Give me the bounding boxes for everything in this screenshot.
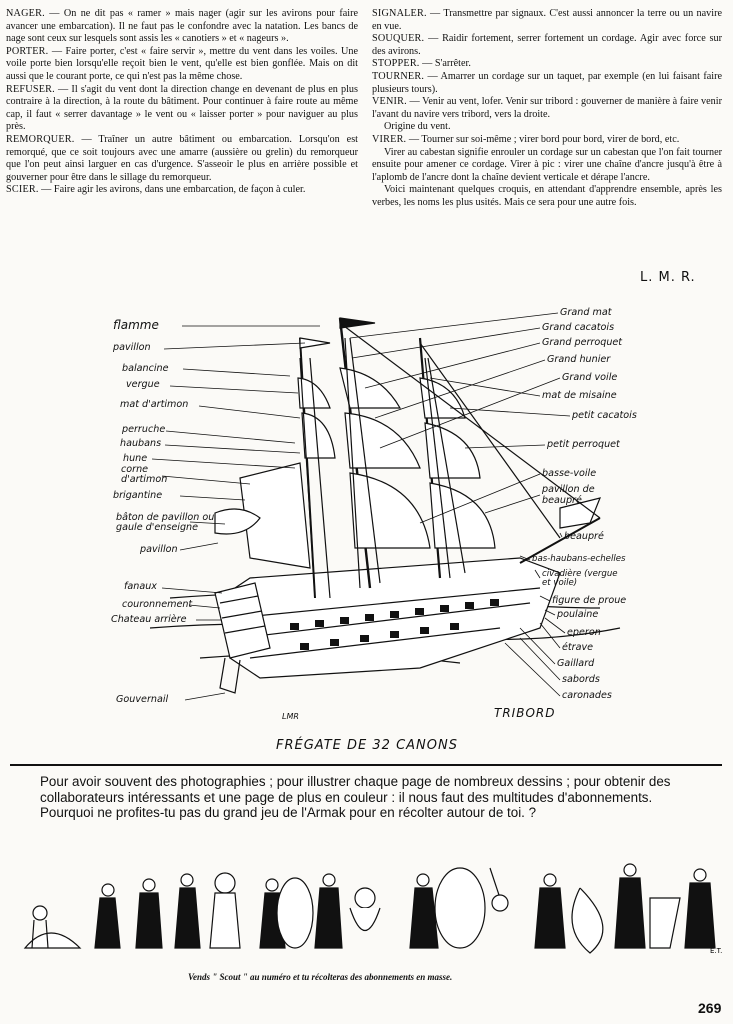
artist-mark: LMR <box>282 712 299 721</box>
glossary-entry <box>6 84 358 134</box>
label-hune: hune <box>123 453 148 464</box>
glossary-definition: — Raidir fortement, serrer fortement un cordage. Agir avec force sur des avirons. <box>372 33 722 57</box>
label-couronnement: couronnement <box>122 599 193 610</box>
glossary-definition: — Faire agir les avirons, dans une embarcation, de façon à culer. <box>38 184 306 196</box>
promo-paragraph-1: Pour avoir souvent des photographies ; pour illustrer chaque page de nombreux dessins ; pour obtenir des collaborateurs intéressants et une page de plus en couleur : il nous faut des multitudes d'abonnements. <box>40 774 671 805</box>
label-pavillon-top: pavillon <box>113 342 151 353</box>
label-beaupre: beaupré <box>564 531 604 542</box>
glossary-entry <box>372 71 722 96</box>
frigate-drawing <box>0 298 733 760</box>
crowd-drawing <box>20 858 730 958</box>
glossary-entry <box>6 46 358 84</box>
label-pavillon-stern: pavillon <box>140 544 178 555</box>
label-petit-perroquet: petit perroquet <box>547 439 620 450</box>
glossary-term: VIRER. <box>372 133 407 145</box>
glossary-definition: — On ne dit pas « ramer » mais nager (agir sur les avirons pour faire avancer une embarcation). Il ne faut pas le confondre avec la natation. Les bancs de nage sont ceux sur lesquels sont assis les « canotiers » et « nageurs ». <box>6 8 358 45</box>
glossary-definition: — Faire porter, c'est « faire servir », mettre du vent dans les voiles. Une voile porte bien lorsqu'elle reçoit bien le vent, qu'elle est bien gonflée. Mais on dit aussi que le courant porte, ce qui n'est pas la même chose. <box>6 45 358 82</box>
glossary-entry <box>6 184 358 197</box>
glossary-definition: — Traîner un autre bâtiment ou embarcation. Lorsqu'on est remorqué, que ce soit toujours avec une amarre (aussière ou grelin) du remorqueur que l'on peut ainsi larguer en cas d'urgence. S'asseoir le plus en arrière possible et gouverner pour être dans le sillage du remorqueur. <box>6 133 358 183</box>
glossary-entry <box>372 8 722 33</box>
promo-paragraph-2: Pourquoi ne profites-tu pas du grand jeu de l'Armak pour en récolter autour de toi. ? <box>40 805 537 820</box>
label-vergue: vergue <box>126 379 160 390</box>
glossary-term: NAGER. <box>6 8 45 19</box>
glossary-definition: Virer au cabestan signifie enrouler un cordage sur un cabestan que l'on fait tourner ensuite pour amener ce cordage. Virer à pic : virer une chaîne d'ancre jusqu'à être à l'aplomb de l'ancre dont la chaîne devient verticale et dérape l'ancre. <box>372 146 722 183</box>
glossary-definition: Origine du vent. <box>384 121 451 133</box>
glossary-term: SCIER. <box>6 184 39 196</box>
glossary-definition: — Amarrer un cordage sur un taquet, par exemple (en lui faisant faire plusieurs tours). <box>372 70 722 95</box>
glossary-term: PORTER. <box>6 45 49 57</box>
label-eperon: eperon <box>567 627 601 638</box>
glossary-definition: — Transmettre par signaux. C'est aussi annoncer la terre ou un navire en vue. <box>372 8 722 32</box>
glossary-entry <box>372 147 722 185</box>
label-grand-voile: Grand voile <box>562 372 618 383</box>
glossary-entry <box>372 58 722 71</box>
figure-caption: FRÉGATE DE 32 CANONS <box>276 738 458 753</box>
label-grand-cacatois: Grand cacatois <box>542 322 615 333</box>
label-baton-pavillon: bâton de pavillon ou gaule d'enseigne <box>116 512 215 533</box>
label-mat-artimon: mat d'artimon <box>120 399 189 410</box>
glossary-entry <box>372 121 722 134</box>
glossary-definition: — Tourner sur soi-même ; virer bord pour bord, virer de bord, etc. <box>406 133 680 145</box>
label-petit-cacatois: petit cacatois <box>572 410 637 421</box>
label-haubans: haubans <box>120 438 162 449</box>
glossary-entry <box>6 134 358 184</box>
label-pavillon-beaupre: pavillon de beaupré <box>542 484 595 506</box>
crowd-mark: E.T. <box>710 947 723 955</box>
label-corne-artimon: corne d'artimon <box>121 464 168 485</box>
label-gaillard: Gaillard <box>557 658 595 669</box>
label-caronades: caronades <box>562 690 612 701</box>
glossary-term: STOPPER. <box>372 58 420 70</box>
glossary-entry <box>372 134 722 147</box>
side-label-tribord: TRIBORD <box>494 706 556 720</box>
label-brigantine: brigantine <box>113 490 163 501</box>
glossary-term: SOUQUER. <box>372 33 425 45</box>
glossary-term: TOURNER. <box>372 70 425 82</box>
glossary-definition: — Venir au vent, lofer. Venir sur tribord : gouverner de manière à faire venir l'avant du navire vers tribord, vers la droite. <box>372 96 722 120</box>
label-sabords: sabords <box>562 674 600 685</box>
glossary-entry <box>6 8 358 46</box>
glossary-definition: — Il s'agit du vent dont la direction change en devenant de plus en plus contraire à la direction, à la route du bâtiment. Pour continuer à faire route au même cap, il faut « serrer davantage » le vent ou « laisser porter » pour naviguer au plus près. <box>6 83 358 133</box>
glossary-term: SIGNALER. <box>372 8 427 19</box>
subscription-appeal <box>40 774 730 821</box>
page-number: 269 <box>698 1000 722 1016</box>
glossary-definition: Voici maintenant quelques croquis, en attendant d'apprendre ensemble, après les verbes, les noms les plus usités. Mais ce sera pour une autre fois. <box>372 184 722 208</box>
label-civadiere: civadière (vergue et voile) <box>542 569 618 588</box>
label-perruche: perruche <box>122 424 166 435</box>
author-signature: L. M. R. <box>640 270 696 285</box>
label-grand-mat: Grand mat <box>560 307 612 318</box>
glossary-term: REFUSER. <box>6 83 55 95</box>
glossary-term: REMORQUER. <box>6 133 75 145</box>
label-fanaux: fanaux <box>124 581 157 592</box>
left-text-column <box>6 8 358 197</box>
label-figure-proue: figure de proue <box>552 595 627 606</box>
glossary-definition: — S'arrêter. <box>419 58 471 70</box>
glossary-entry <box>372 96 722 121</box>
label-bas-haubans: bas-haubans-echelles <box>532 554 626 564</box>
glossary-term: VENIR. <box>372 96 407 108</box>
label-grand-perroquet: Grand perroquet <box>542 337 623 348</box>
label-grand-hunier: Grand hunier <box>547 354 611 365</box>
section-divider <box>10 764 722 766</box>
label-mat-misaine: mat de misaine <box>542 390 617 401</box>
frigate-illustration <box>0 298 733 760</box>
glossary-entry <box>372 33 722 58</box>
crowd-caption: Vends " Scout " au numéro et tu récolteras des abonnements en masse. <box>188 972 453 982</box>
label-flamme: flamme <box>113 318 159 332</box>
glossary-entry <box>372 184 722 209</box>
label-basse-voile: basse-voile <box>542 468 597 479</box>
right-text-column <box>372 8 722 210</box>
label-poulaine: poulaine <box>557 609 599 620</box>
label-balancine: balancine <box>122 363 169 374</box>
label-etrave: étrave <box>562 642 594 653</box>
label-gouvernail: Gouvernail <box>116 694 169 705</box>
label-chateau-arriere: Chateau arrière <box>111 614 187 625</box>
crowd-cartoon <box>20 858 730 958</box>
